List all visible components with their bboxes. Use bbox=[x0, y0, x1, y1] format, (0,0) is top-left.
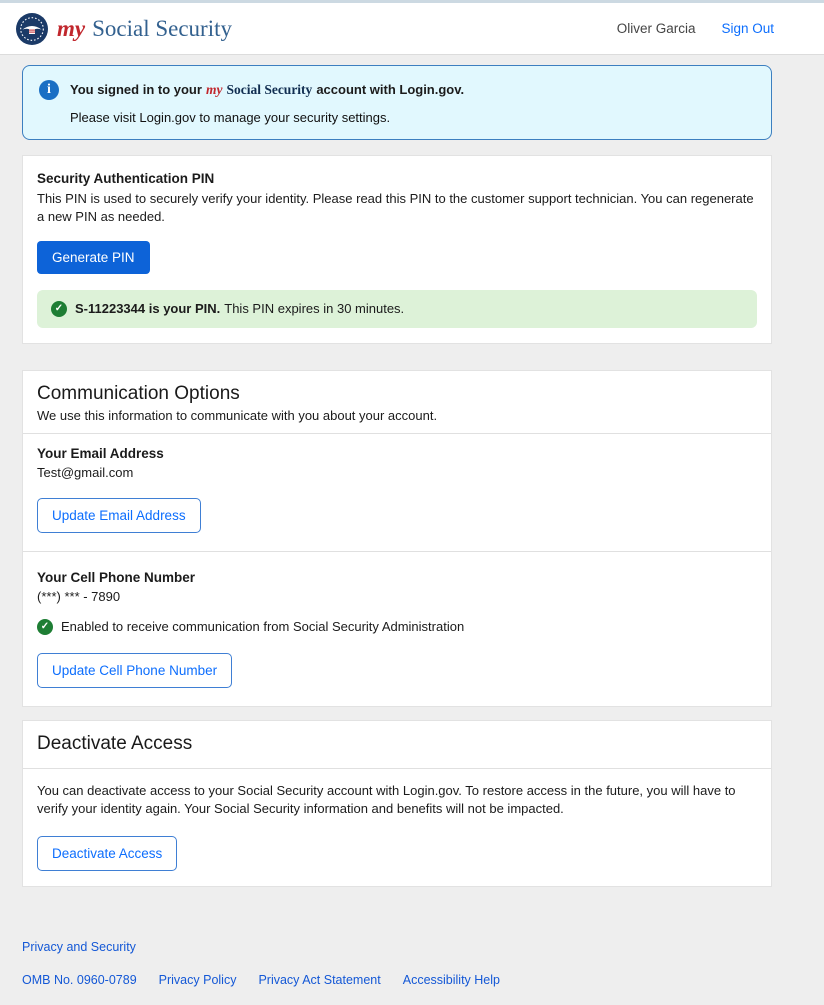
deactivate-access-card bbox=[22, 720, 772, 887]
update-phone-button[interactable]: Update Cell Phone Number bbox=[37, 653, 232, 688]
ssa-seal-icon bbox=[16, 13, 48, 45]
pin-card-title: Security Authentication PIN bbox=[37, 171, 215, 186]
email-section bbox=[23, 434, 771, 551]
privacy-act-statement-link[interactable]: Privacy Act Statement bbox=[258, 973, 381, 988]
security-pin-card bbox=[22, 155, 772, 344]
page-footer bbox=[0, 887, 824, 1005]
signin-message-brand: Social Security bbox=[226, 82, 313, 97]
phone-label: Your Cell Phone Number bbox=[37, 569, 196, 585]
pin-value: S-11223344 is your PIN. bbox=[75, 301, 221, 317]
check-circle-icon: ✓ bbox=[51, 301, 67, 317]
phone-status-row bbox=[37, 619, 757, 635]
check-circle-icon: ✓ bbox=[37, 619, 53, 635]
communication-options-subtitle: We use this information to communicate with you about your account. bbox=[37, 407, 438, 423]
brand-rest: Social Security bbox=[92, 15, 232, 41]
privacy-and-security-link[interactable]: Privacy and Security bbox=[22, 940, 136, 955]
update-email-button[interactable]: Update Email Address bbox=[37, 498, 201, 533]
app-header bbox=[0, 3, 824, 55]
deactivate-title: Deactivate Access bbox=[37, 732, 193, 754]
email-value: Test@gmail.com bbox=[37, 464, 134, 480]
signin-message-suffix: account with Login.gov. bbox=[316, 82, 465, 97]
accessibility-help-link[interactable]: Accessibility Help bbox=[402, 973, 500, 988]
brand-title bbox=[57, 16, 232, 42]
brand-my: my bbox=[57, 15, 86, 41]
signin-message-prefix: You signed in to your bbox=[70, 82, 202, 97]
signin-message-my: my bbox=[205, 82, 223, 97]
pin-card-description: This PIN is used to securely verify your identity. Please read this PIN to the customer support technician. You can regenerate a new PIN as needed. bbox=[37, 191, 754, 224]
footer-row-2 bbox=[22, 973, 824, 987]
omb-number-link[interactable]: OMB No. 0960-0789 bbox=[22, 973, 137, 988]
communication-options-card bbox=[22, 370, 772, 707]
pin-expiry: This PIN expires in 30 minutes. bbox=[224, 301, 405, 317]
generate-pin-button[interactable]: Generate PIN bbox=[37, 241, 150, 274]
security-settings-note: Please visit Login.gov to manage your security settings. bbox=[70, 110, 391, 125]
privacy-policy-link[interactable]: Privacy Policy bbox=[158, 973, 237, 988]
main-content bbox=[22, 65, 772, 887]
header-right bbox=[617, 21, 774, 36]
communication-options-title: Communication Options bbox=[37, 382, 240, 404]
footer-row-1 bbox=[22, 939, 824, 954]
signin-message bbox=[70, 79, 464, 98]
sign-out-link[interactable]: Sign Out bbox=[721, 21, 774, 36]
phone-value: (***) *** - 7890 bbox=[37, 588, 121, 604]
pin-success-alert bbox=[37, 290, 757, 328]
email-label: Your Email Address bbox=[37, 445, 164, 461]
user-name: Oliver Garcia bbox=[616, 21, 696, 36]
pin-success-text bbox=[75, 301, 404, 316]
phone-section bbox=[23, 551, 771, 706]
phone-status-text: Enabled to receive communication from Social Security Administration bbox=[61, 619, 465, 635]
deactivate-description: You can deactivate access to your Social Security account with Login.gov. To restore access in the future, you will have to verify your identity again. Your Social Security information and benefits will not be impacted. bbox=[37, 782, 736, 817]
deactivate-access-button[interactable]: Deactivate Access bbox=[37, 836, 177, 871]
signin-info-banner bbox=[22, 65, 772, 140]
brand bbox=[16, 13, 232, 45]
info-icon: i bbox=[39, 80, 59, 100]
